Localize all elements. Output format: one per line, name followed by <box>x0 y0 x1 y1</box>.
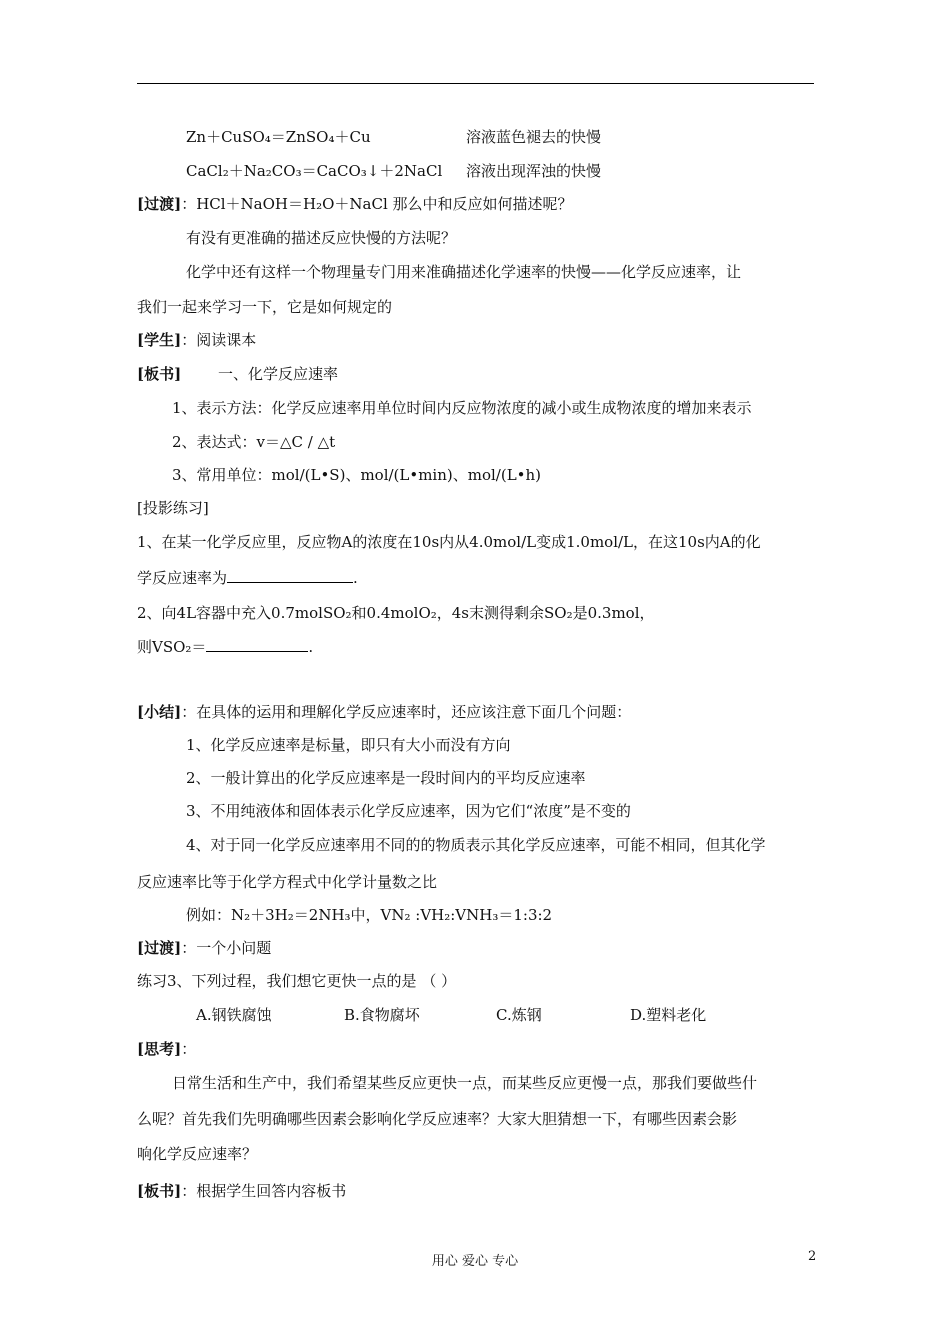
paragraph-1-line-1: 化学中还有这样一个物理量专门用来准确描述化学速率的快慢——化学反应速率，让 <box>186 263 742 281</box>
exercise-1-answer-blank[interactable] <box>227 568 353 583</box>
question-1: 有没有更准确的描述反应快慢的方法呢？ <box>186 229 457 247</box>
transition-2-text: ：一个小问题 <box>181 939 272 957</box>
board-2-text: ：根据学生回答内容板书 <box>181 1182 347 1200</box>
definition-item-2: 2、表达式：v＝△C / △t <box>172 433 336 451</box>
exercise-2-answer-blank[interactable] <box>206 637 308 652</box>
think-line <box>137 1039 196 1059</box>
exercise-2-line-2 <box>137 637 313 657</box>
board-tag: [板书] <box>137 365 182 383</box>
option-a[interactable]: A.钢铁腐蚀 <box>196 1006 272 1024</box>
option-b[interactable]: B.食物腐坏 <box>344 1006 420 1024</box>
transition-1 <box>137 194 573 214</box>
footer-motto: 用心 爱心 专心 <box>431 1254 519 1269</box>
summary-text: ：在具体的运用和理解化学反应速率时，还应该注意下面几个问题： <box>181 703 632 721</box>
student-tag: [学生] <box>137 331 182 349</box>
student-line <box>137 330 256 350</box>
student-text: ：阅读课本 <box>181 331 257 349</box>
summary-item-4-line-1: 4、对于同一化学反应速率用不同的的物质表示其化学反应速率，可能不相同，但其化学 <box>186 836 766 854</box>
transition-2-tag: [过渡] <box>137 939 182 957</box>
equation-2-note: 溶液出现浑浊的快慢 <box>466 162 602 180</box>
exercise-2-text: 则VSO₂＝ <box>137 638 207 656</box>
projection-exercise-tag: [投影练习] <box>137 499 209 517</box>
think-paragraph-line-2: 么呢？首先我们先明确哪些因素会影响化学反应速率？大家大胆猜想一下，有哪些因素会影 <box>137 1110 738 1128</box>
definition-item-1: 1、表示方法：化学反应速率用单位时间内反应物浓度的减小或生成物浓度的增加来表示 <box>172 399 752 417</box>
equation-2: CaCl₂＋Na₂CO₃＝CaCO₃↓＋2NaCl <box>186 162 443 180</box>
board-heading: 一、化学反应速率 <box>218 365 339 383</box>
exercise-1-line-2 <box>137 568 358 588</box>
exercise-1-line-1: 1、在某一化学反应里，反应物A的浓度在10s内从4.0mol/L变成1.0mol/L，在这10s内A的化 <box>137 533 761 551</box>
exercise-2-line-1: 2、向4L容器中充入0.7molSO₂和0.4molO₂，4s末测得剩余SO₂是0.3mol， <box>137 604 655 622</box>
exercise-2-end: . <box>308 638 314 656</box>
summary-item-3: 3、不用纯液体和固体表示化学反应速率，因为它们“浓度”是不变的 <box>186 802 631 820</box>
think-colon: ： <box>181 1040 197 1058</box>
summary-item-1: 1、化学反应速率是标量，即只有大小而没有方向 <box>186 736 511 754</box>
option-d[interactable]: D.塑料老化 <box>630 1006 707 1024</box>
paragraph-1-line-2: 我们一起来学习一下，它是如何规定的 <box>137 298 393 316</box>
option-c[interactable]: C.炼钢 <box>496 1006 542 1024</box>
exercise-1-text: 学反应速率为 <box>137 569 228 587</box>
transition-1-tag: [过渡] <box>137 195 182 213</box>
exercise-1-end: . <box>353 569 358 587</box>
transition-1-text: ：HCl＋NaOH＝H₂O＋NaCl 那么中和反应如何描述呢？ <box>181 195 573 213</box>
header-rule <box>137 83 814 84</box>
equation-1-note: 溶液蓝色褪去的快慢 <box>466 128 602 146</box>
think-tag: [思考] <box>137 1040 182 1058</box>
summary-line <box>137 702 631 722</box>
board-2-line <box>137 1181 346 1201</box>
example-line: 例如：N₂＋3H₂＝2NH₃中，VN₂ :VH₂:VNH₃＝1:3:2 <box>186 906 553 924</box>
definition-item-3: 3、常用单位：mol/(L•S)、mol/(L•min)、mol/(L•h) <box>172 466 542 484</box>
exercise-3-question: 练习3、下列过程，我们想它更快一点的是 （ ） <box>137 972 457 990</box>
summary-item-4-line-2: 反应速率比等于化学方程式中化学计量数之比 <box>137 873 438 891</box>
board-line <box>137 364 181 384</box>
page-number: 2 <box>808 1249 817 1264</box>
summary-tag: [小结] <box>137 703 182 721</box>
transition-2 <box>137 938 271 958</box>
think-paragraph-line-1: 日常生活和生产中，我们希望某些反应更快一点，而某些反应更慢一点，那我们要做些什 <box>172 1074 758 1092</box>
board-2-tag: [板书] <box>137 1182 182 1200</box>
think-paragraph-line-3: 响化学反应速率？ <box>137 1145 258 1163</box>
summary-item-2: 2、一般计算出的化学反应速率是一段时间内的平均反应速率 <box>186 769 586 787</box>
equation-1: Zn＋CuSO₄＝ZnSO₄＋Cu <box>186 128 371 146</box>
